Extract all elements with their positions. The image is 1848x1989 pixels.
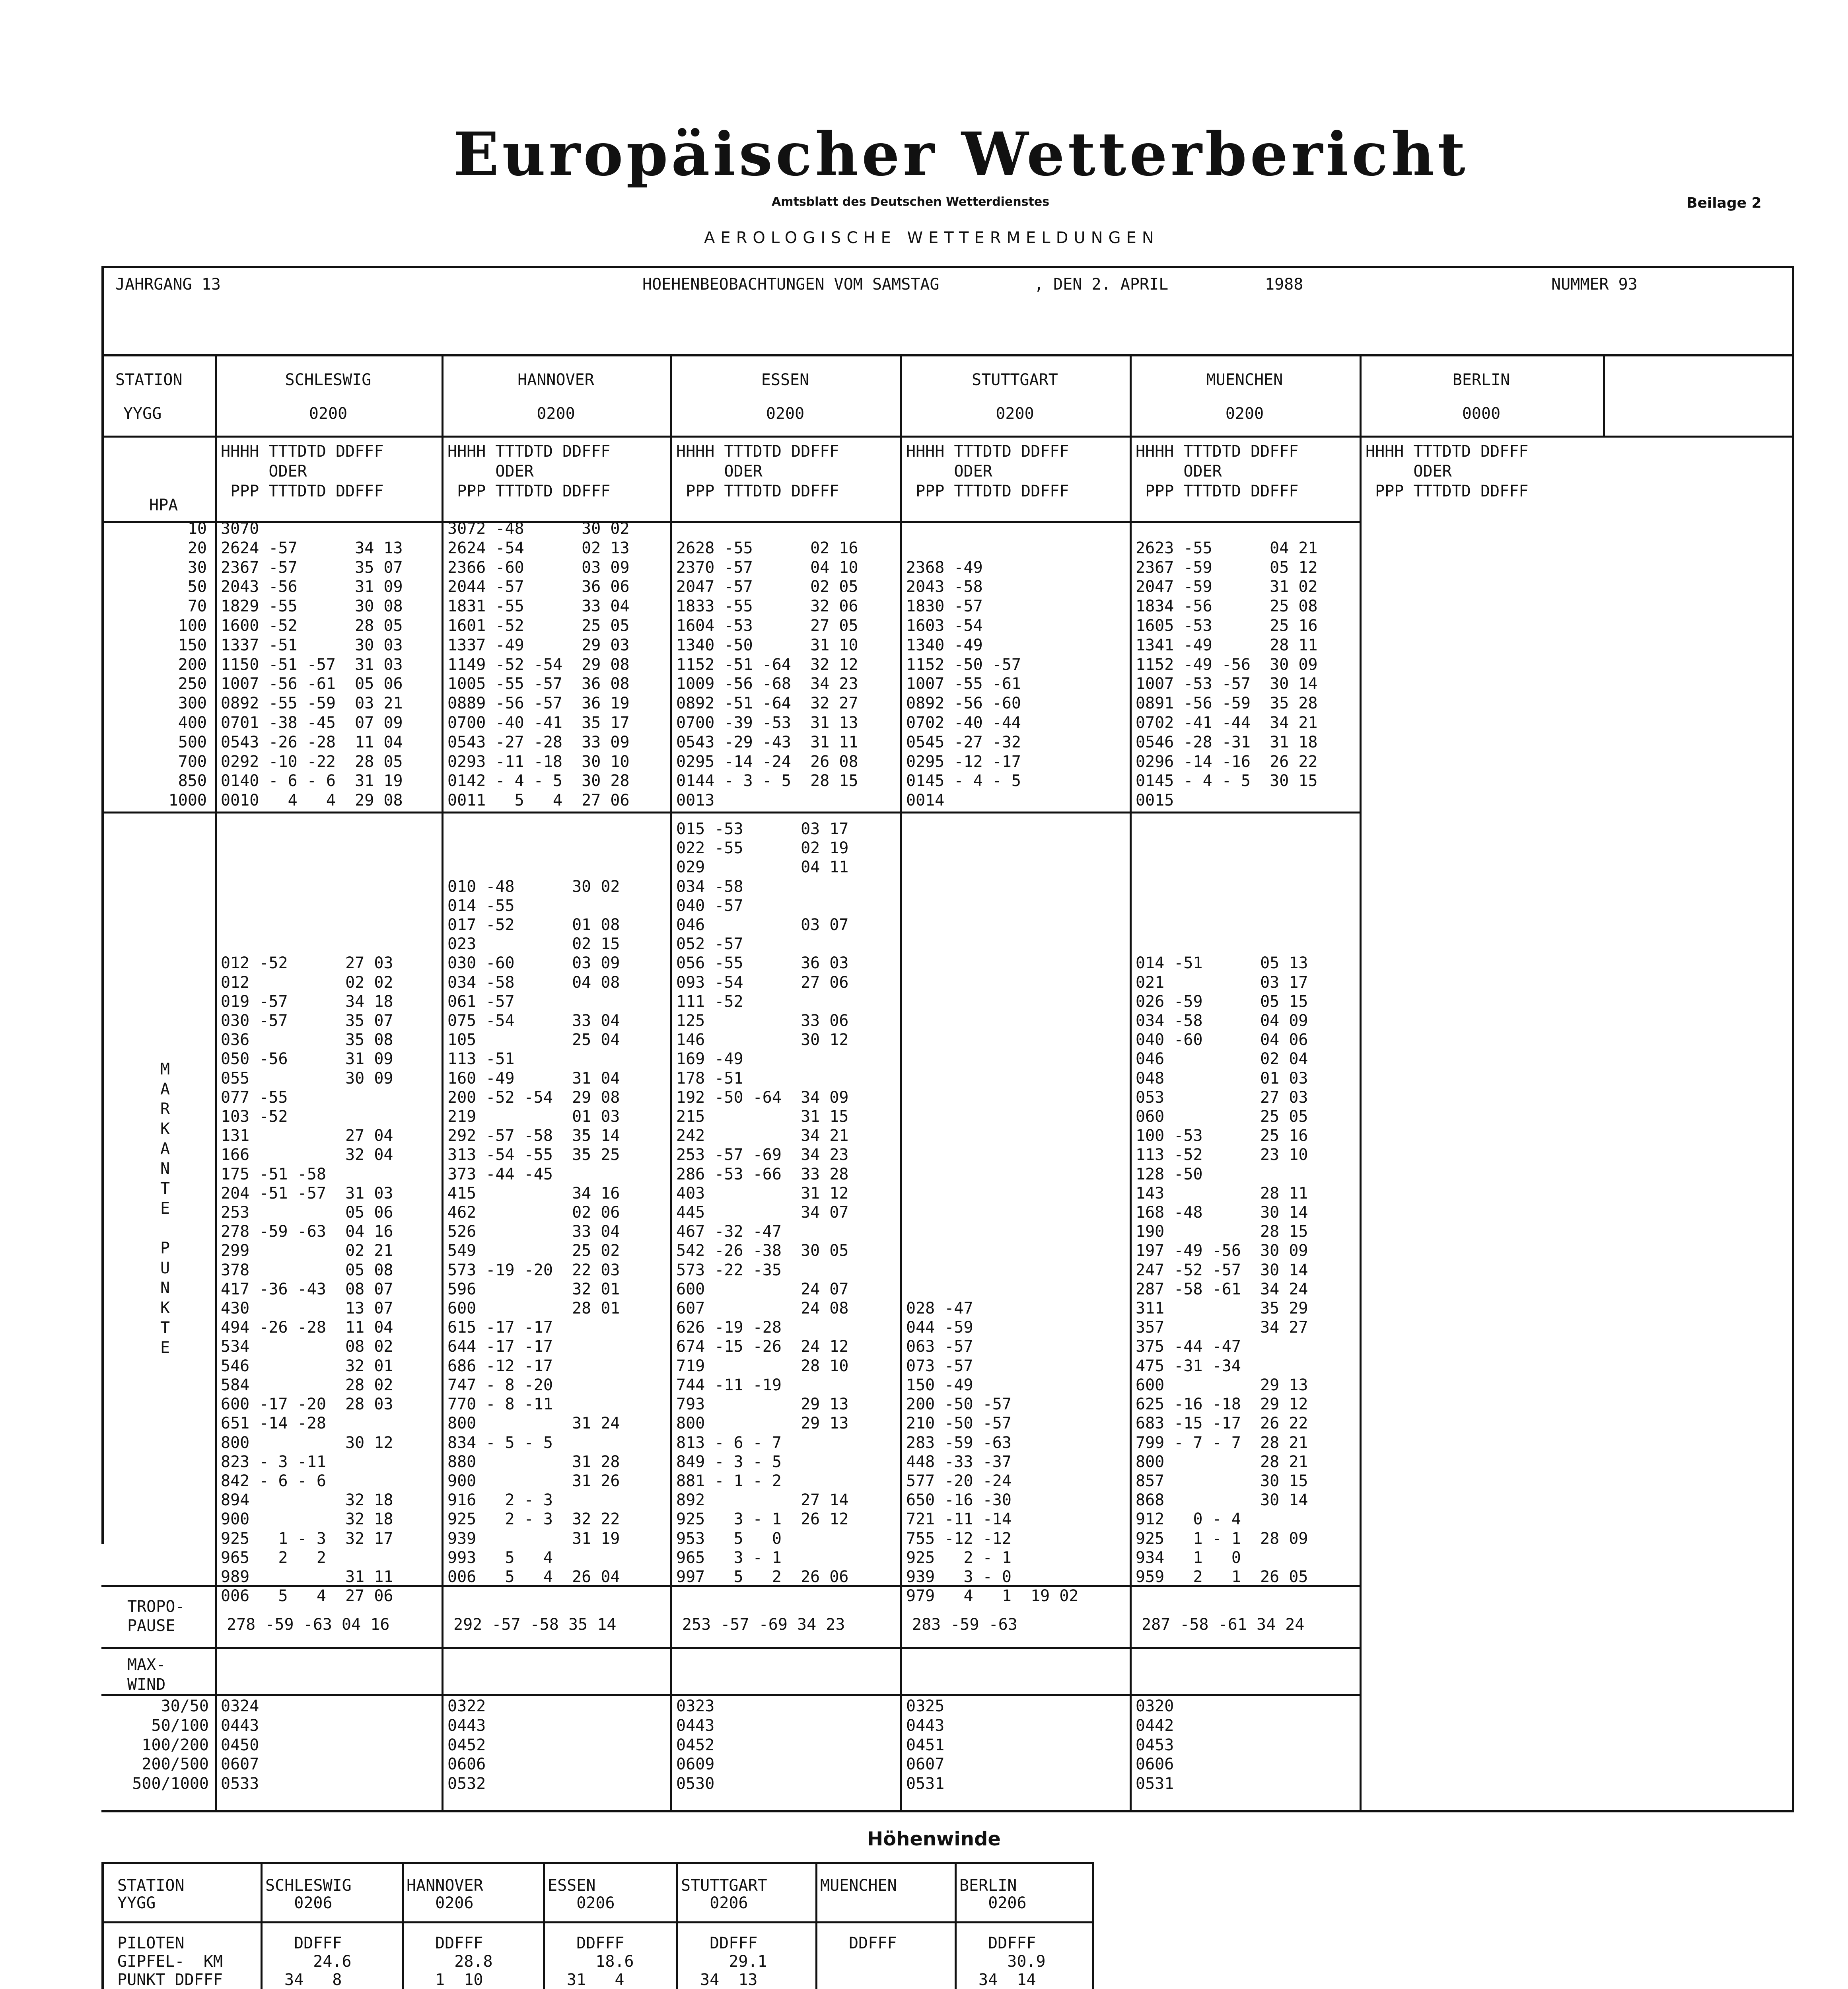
station-column-header: HHHH TTTDTD DDFFF ODER PPP TTTDTD DDFFF <box>906 442 1069 500</box>
table-rule <box>1360 356 1362 1810</box>
standard-level-values: 2628 -55 02 16 2370 -57 04 10 2047 -57 02 05 1833 -55 32 06 1604 -53 27 05 1340 -50 31 10 1152 -51 -64 32 12 1009 -56 -68 34 23 0892 -51 -64 32 27 0700 -39 -53 31 13 0543 -29 -43 31 11 0295 -14 -24 26 08 0144 - 3 - 5 28 15 0013 <box>676 539 858 810</box>
station-column-header: HHHH TTTDTD DDFFF ODER PPP TTTDTD DDFFF <box>447 442 611 500</box>
station-name: ESSEN <box>761 371 809 389</box>
winds-title: Höhenwinde <box>867 1828 1001 1850</box>
issue-number: NUMMER 93 <box>1551 275 1638 294</box>
table-rule <box>676 1862 678 1989</box>
station-yygg: 0200 <box>996 405 1034 423</box>
table-rule <box>101 1862 1092 1864</box>
table-rule <box>670 356 672 1810</box>
table-rule <box>215 356 217 1810</box>
table-rule <box>1092 1862 1094 1989</box>
maxwind-values: 0323 0443 0452 0609 0530 <box>676 1697 715 1793</box>
significant-point-values: 010 -48 30 02 014 -55 017 -52 01 08 023 02 15 030 -60 03 09 034 -58 04 08 061 -57 075 -54 33 04 105 25 04 113 -51 160 -49 31 04 200 -52 -54 29 08 219 01 03 292 -57 -58 35 14 313 -54 -55 35 25 373 -44 -45 415 34 16 462 02 06 526 33 04 549 25 02 573 -19 -20 22 03 596 32 01 600 28 01 615 -17 -17 644 -17 -17 686 -12 -17 747 - 8 -20 770 - 8 -11 800 31 24 834 - 5 - 5 880 31 28 900 31 26 916 2 - 3 925 2 - 3 32 22 939 31 19 993 5 4 006 5 4 26 04 <box>447 877 620 1586</box>
tropopause-values: 253 -57 -69 34 23 <box>682 1615 845 1634</box>
station-column-header: HHHH TTTDTD DDFFF ODER PPP TTTDTD DDFFF <box>1136 442 1299 500</box>
table-rule <box>900 356 902 1810</box>
tropopause-values: 292 -57 -58 35 14 <box>453 1615 617 1634</box>
maxwind-levels: 30/50 50/100 100/200 200/500 500/1000 <box>132 1697 209 1793</box>
maxwind-values: 0320 0442 0453 0606 0531 <box>1136 1697 1174 1793</box>
page-title: Europäischer Wetterbericht <box>453 119 1469 189</box>
pilot-summit: DDFFF 18.6 31 4 <box>567 1934 634 1989</box>
significant-point-values: 015 -53 03 17 022 -55 02 19 029 04 11 034 -58 040 -57 046 03 07 052 -57 056 -55 36 03 093 -54 27 06 111 -52 125 33 06 146 30 12 169 -49 178 -51 192 -50 -64 34 09 215 31 15 242 34 21 253 -57 -69 34 23 286 -53 -66 33 28 403 31 12 445 34 07 467 -32 -47 542 -26 -38 30 05 573 -22 -35 600 24 07 607 24 08 626 -19 -28 674 -15 -26 24 12 719 28 10 744 -11 -19 793 29 13 800 29 13 813 - 6 - 7 849 - 3 - 5 881 - 1 - 2 892 27 14 925 3 - 1 26 12 953 5 0 965 3 - 1 997 5 2 26 06 <box>676 820 849 1586</box>
maxwind-label: MAX- WIND <box>127 1656 166 1694</box>
table-rule <box>101 1921 1092 1923</box>
standard-level-values: 3070 2624 -57 34 13 2367 -57 35 07 2043 -56 31 09 1829 -55 30 08 1600 -52 28 05 1337 -51 30 03 1150 -51 -57 31 03 1007 -56 -61 05 06 0892 -55 -59 03 21 0701 -38 -45 07 09 0543 -26 -28 11 04 0292 -10 -22 28 05 0140 - 6 - 6 31 19 0010 4 4 29 08 <box>221 520 403 810</box>
winds-station: SCHLESWIG 0206 <box>265 1876 352 1912</box>
table-rule <box>101 354 1792 356</box>
winds-station: ESSEN 0206 <box>548 1876 615 1912</box>
winds-station: HANNOVER 0206 <box>407 1876 483 1912</box>
table-rule <box>955 1862 957 1989</box>
maxwind-values: 0322 0443 0452 0606 0532 <box>447 1697 486 1793</box>
observation-label: HOEHENBEOBACHTUNGEN VOM SAMSTAG <box>642 275 940 294</box>
station-yygg: 0200 <box>1225 405 1264 423</box>
hpa-label: HPA <box>149 496 178 514</box>
table-rule <box>101 436 1792 438</box>
tropopause-values: 287 -58 -61 34 24 <box>1142 1615 1305 1634</box>
winds-station-label: STATION YYGG <box>117 1876 185 1912</box>
table-rule <box>101 1647 1360 1649</box>
table-rule <box>442 356 444 1810</box>
winds-station: MUENCHEN <box>820 1876 897 1895</box>
standard-level-values: 2623 -55 04 21 2367 -59 05 12 2047 -59 31 02 1834 -56 25 08 1605 -53 25 16 1341 -49 28 11 1152 -49 -56 30 09 1007 -53 -57 30 14 0891 -56 -59 35 28 0702 -41 -44 34 21 0546 -28 -31 31 18 0296 -14 -16 26 22 0145 - 4 - 5 30 15 0015 <box>1136 539 1318 810</box>
pilot-summit: DDFFF 24.6 34 8 <box>284 1934 352 1989</box>
significant-point-values: 028 -47 044 -59 063 -57 073 -57 150 -49 200 -50 -57 210 -50 -57 283 -59 -63 448 -33 -37 577 -20 -24 650 -16 -30 721 -11 -14 755 -12 -12 925 2 - 1 939 3 - 0 979 4 1 19 02 <box>906 1299 1079 1606</box>
table-rule <box>261 1862 263 1989</box>
table-rule <box>101 266 104 1544</box>
pilot-summit: DDFFF 30.9 34 14 <box>978 1934 1046 1989</box>
table-rule <box>101 812 1360 814</box>
pilot-summit: DDFFF 29.1 34 13 <box>700 1934 767 1989</box>
table-rule <box>815 1862 817 1989</box>
station-name: SCHLESWIG <box>285 371 372 389</box>
markante-punkte-label: M A R K A N T E P U N K T E <box>160 1060 170 1357</box>
table-rule <box>101 1862 104 1989</box>
station-name: STUTTGART <box>972 371 1058 389</box>
winds-station: STUTTGART 0206 <box>681 1876 767 1912</box>
tropopause-values: 283 -59 -63 <box>912 1615 1017 1634</box>
tropopause-values: 278 -59 -63 04 16 <box>227 1615 390 1634</box>
table-rule <box>1130 356 1132 1810</box>
winds-station: BERLIN 0206 <box>959 1876 1027 1912</box>
table-rule <box>402 1862 404 1989</box>
table-rule <box>101 266 1792 268</box>
station-column-header: HHHH TTTDTD DDFFF ODER PPP TTTDTD DDFFF <box>221 442 384 500</box>
station-name: HANNOVER <box>517 371 594 389</box>
maxwind-values: 0325 0443 0451 0607 0531 <box>906 1697 945 1793</box>
significant-point-values: 014 -51 05 13 021 03 17 026 -59 05 15 034 -58 04 09 040 -60 04 06 046 02 04 048 01 03 053 27 03 060 25 05 100 -53 25 16 113 -52 23 10 128 -50 143 28 11 168 -48 30 14 190 28 15 197 -49 -56 30 09 247 -52 -57 30 14 287 -58 -61 34 24 311 35 29 357 34 27 375 -44 -47 475 -31 -34 600 29 13 625 -16 -18 29 12 683 -15 -17 26 22 799 - 7 - 7 28 21 800 28 21 857 30 15 868 30 14 912 0 - 4 925 1 - 1 28 09 934 1 0 959 2 1 26 05 <box>1136 954 1308 1586</box>
supplement-label: Beilage 2 <box>1687 195 1762 211</box>
station-yygg: 0000 <box>1462 405 1501 423</box>
standard-level-values: 3072 -48 30 02 2624 -54 02 13 2366 -60 03 09 2044 -57 36 06 1831 -55 33 04 1601 -52 25 05 1337 -49 29 03 1149 -52 -54 29 08 1005 -55 -57 36 08 0889 -56 -57 36 19 0700 -40 -41 35 17 0543 -27 -28 33 09 0293 -11 -18 30 10 0142 - 4 - 5 30 28 0011 5 4 27 06 <box>447 520 630 810</box>
pilot-summit: DDFFF <box>849 1934 897 1952</box>
maxwind-values: 0324 0443 0450 0607 0533 <box>221 1697 259 1793</box>
station-yygg: 0200 <box>309 405 348 423</box>
standard-level-values: 2368 -49 2043 -58 1830 -57 1603 -54 1340 -49 1152 -50 -57 1007 -55 -61 0892 -56 -60 0702 -40 -44 0545 -27 -32 0295 -12 -17 0145 - 4 - 5 0014 <box>906 558 1021 810</box>
station-name: BERLIN <box>1452 371 1510 389</box>
pilot-summit: DDFFF 28.8 1 10 <box>435 1934 493 1989</box>
section-title: AEROLOGISCHE WETTERMELDUNGEN <box>704 229 1159 247</box>
station-column-header: HHHH TTTDTD DDFFF ODER PPP TTTDTD DDFFF <box>676 442 839 500</box>
table-rule <box>543 1862 545 1989</box>
year-label: JAHRGANG 13 <box>115 275 221 294</box>
table-rule <box>1603 356 1605 436</box>
station-name: MUENCHEN <box>1206 371 1283 389</box>
station-label: STATION <box>115 371 183 389</box>
table-rule <box>101 1694 1360 1696</box>
pilot-label: PILOTEN GIPFEL- KM PUNKT DDFFF <box>117 1934 223 1989</box>
page-subtitle: Amtsblatt des Deutschen Wetterdienstes <box>772 195 1050 209</box>
observation-date: , DEN 2. APRIL <box>1034 275 1169 294</box>
table-rule <box>101 1810 1794 1812</box>
pressure-levels: 10 20 30 50 70 100 150 200 250 300 400 500 700 850 1000 <box>168 520 207 810</box>
table-rule <box>1792 266 1794 1812</box>
tropopause-label: TROPO- PAUSE <box>127 1598 185 1635</box>
yygg-label: YYGG <box>123 405 162 423</box>
station-column-header: HHHH TTTDTD DDFFF ODER PPP TTTDTD DDFFF <box>1366 442 1529 500</box>
station-yygg: 0200 <box>537 405 575 423</box>
observation-year: 1988 <box>1265 275 1303 294</box>
station-yygg: 0200 <box>766 405 805 423</box>
significant-point-values: 012 -52 27 03 012 02 02 019 -57 34 18 030 -57 35 07 036 35 08 050 -56 31 09 055 30 09 077 -55 103 -52 131 27 04 166 32 04 175 -51 -58 204 -51 -57 31 03 253 05 06 278 -59 -63 04 16 299 02 21 378 05 08 417 -36 -43 08 07 430 13 07 494 -26 -28 11 04 534 08 02 546 32 01 584 28 02 600 -17 -20 28 03 651 -14 -28 800 30 12 823 - 3 -11 842 - 6 - 6 894 32 18 900 32 18 925 1 - 3 32 17 965 2 2 989 31 11 006 5 4 27 06 <box>221 954 393 1606</box>
